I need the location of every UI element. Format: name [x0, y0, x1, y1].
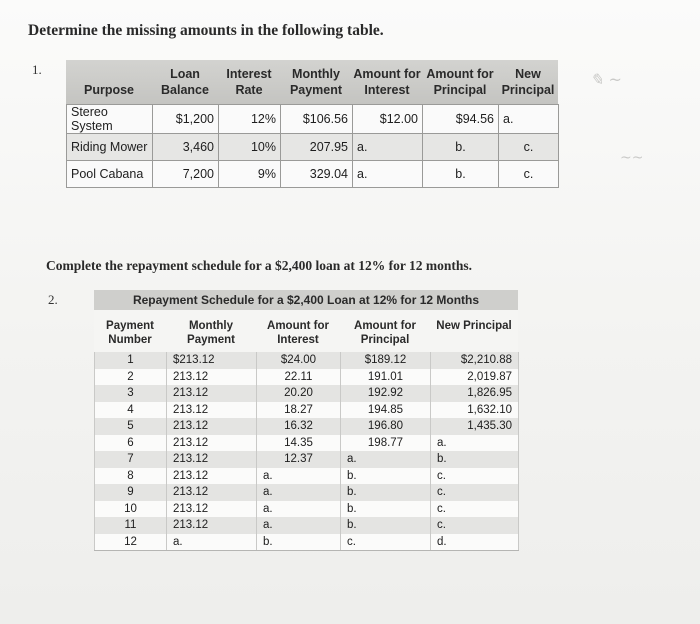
cell-payment-number: 9 [95, 484, 167, 501]
cell-amount-principal: 192.92 [341, 385, 431, 402]
header-payment-number: Payment Number [106, 320, 154, 346]
header-monthly-payment: Monthly Payment [187, 320, 235, 346]
cell-monthly-payment: 213.12 [167, 418, 257, 435]
cell-monthly-payment: $106.56 [281, 105, 353, 134]
cell-new-principal: 1,435.30 [431, 418, 519, 435]
table1 [66, 104, 559, 188]
cell-amount-interest: a. [257, 501, 341, 518]
question-number-2: 2. [48, 292, 58, 307]
cell-new-principal: $2,210.88 [431, 352, 519, 369]
cell-amount-principal: 198.77 [341, 435, 431, 452]
cell-amount-principal: b. [423, 134, 499, 161]
cell-monthly-payment: 213.12 [167, 517, 257, 534]
cell-payment-number: 1 [95, 352, 167, 369]
cell-loan-balance: $1,200 [153, 105, 219, 134]
cell-new-principal: d. [431, 534, 519, 551]
header-monthly-payment: Monthly Payment [289, 67, 343, 97]
table-row [95, 517, 519, 534]
cell-amount-principal: 194.85 [341, 402, 431, 419]
cell-interest-rate: 9% [219, 161, 281, 188]
header-purpose: Purpose [83, 83, 134, 97]
cell-monthly-payment: a. [167, 534, 257, 551]
cell-new-principal: c. [431, 501, 519, 518]
cell-amount-interest: a. [257, 468, 341, 485]
table1-header [66, 60, 558, 104]
cell-payment-number: 3 [95, 385, 167, 402]
cell-new-principal: b. [431, 451, 519, 468]
cell-amount-interest: $12.00 [353, 105, 423, 134]
table-row [67, 105, 559, 134]
cell-new-principal: c. [431, 484, 519, 501]
table-row [67, 134, 559, 161]
margin-scribble: ✎ ~ [590, 70, 622, 89]
table2-header [94, 310, 518, 352]
table-row [95, 418, 519, 435]
cell-amount-interest: $24.00 [257, 352, 341, 369]
header-new-principal: New Principal [501, 67, 555, 97]
cell-amount-principal: b. [341, 501, 431, 518]
question-number-1: 1. [32, 62, 42, 77]
cell-loan-balance: 7,200 [153, 161, 219, 188]
cell-payment-number: 6 [95, 435, 167, 452]
cell-payment-number: 2 [95, 369, 167, 386]
cell-amount-principal: 191.01 [341, 369, 431, 386]
margin-scribble: ~~ [620, 150, 644, 166]
header-amount-interest: Amount for Interest [353, 67, 421, 97]
cell-amount-interest: 16.32 [257, 418, 341, 435]
cell-amount-principal: a. [341, 451, 431, 468]
cell-monthly-payment: 213.12 [167, 435, 257, 452]
table2 [94, 352, 519, 551]
cell-payment-number: 5 [95, 418, 167, 435]
cell-amount-interest: a. [353, 134, 423, 161]
table-row [95, 352, 519, 369]
cell-interest-rate: 10% [219, 134, 281, 161]
cell-amount-principal: b. [423, 161, 499, 188]
cell-payment-number: 8 [95, 468, 167, 485]
cell-purpose: Pool Cabana [67, 161, 153, 188]
cell-amount-principal: $94.56 [423, 105, 499, 134]
cell-purpose: Riding Mower [67, 134, 153, 161]
table-row [95, 501, 519, 518]
cell-monthly-payment: 213.12 [167, 385, 257, 402]
cell-new-principal: c. [431, 517, 519, 534]
instruction-text: Complete the repayment schedule for a $2,400 loan at 12% for 12 months. [46, 258, 472, 273]
cell-new-principal: 1,826.95 [431, 385, 519, 402]
cell-amount-interest: 22.11 [257, 369, 341, 386]
cell-payment-number: 11 [95, 517, 167, 534]
cell-payment-number: 7 [95, 451, 167, 468]
cell-monthly-payment: 213.12 [167, 484, 257, 501]
header-amount-principal: Amount for Principal [354, 320, 416, 346]
cell-monthly-payment: 213.12 [167, 501, 257, 518]
header-interest-rate: Interest Rate [226, 67, 272, 97]
cell-purpose: Stereo System [67, 105, 153, 134]
cell-amount-principal: b. [341, 484, 431, 501]
table-row [95, 369, 519, 386]
cell-monthly-payment: $213.12 [167, 352, 257, 369]
cell-new-principal: c. [499, 134, 559, 161]
cell-new-principal: c. [431, 468, 519, 485]
cell-amount-interest: b. [257, 534, 341, 551]
cell-new-principal: a. [431, 435, 519, 452]
cell-amount-interest: a. [353, 161, 423, 188]
cell-interest-rate: 12% [219, 105, 281, 134]
cell-amount-interest: 20.20 [257, 385, 341, 402]
page-heading: Determine the missing amounts in the following table. [28, 22, 384, 39]
cell-monthly-payment: 207.95 [281, 134, 353, 161]
cell-amount-interest: a. [257, 484, 341, 501]
table-row [95, 402, 519, 419]
cell-amount-principal: 196.80 [341, 418, 431, 435]
table-row [95, 385, 519, 402]
cell-monthly-payment: 329.04 [281, 161, 353, 188]
cell-payment-number: 4 [95, 402, 167, 419]
table2-title: Repayment Schedule for a $2,400 Loan at 12% for 12 Months [94, 290, 518, 310]
cell-amount-principal: b. [341, 517, 431, 534]
header-loan-balance: Loan Balance [161, 67, 209, 97]
cell-payment-number: 10 [95, 501, 167, 518]
table-row [95, 451, 519, 468]
table-row [95, 435, 519, 452]
header-new-principal: New Principal [436, 320, 512, 332]
cell-loan-balance: 3,460 [153, 134, 219, 161]
cell-amount-interest: 14.35 [257, 435, 341, 452]
cell-amount-interest: a. [257, 517, 341, 534]
cell-amount-principal: c. [341, 534, 431, 551]
table-row [95, 484, 519, 501]
cell-monthly-payment: 213.12 [167, 468, 257, 485]
cell-amount-principal: b. [341, 468, 431, 485]
cell-payment-number: 12 [95, 534, 167, 551]
header-amount-principal: Amount for Principal [426, 67, 494, 97]
cell-monthly-payment: 213.12 [167, 451, 257, 468]
cell-monthly-payment: 213.12 [167, 402, 257, 419]
cell-amount-principal: $189.12 [341, 352, 431, 369]
cell-new-principal: 2,019.87 [431, 369, 519, 386]
cell-new-principal: c. [499, 161, 559, 188]
cell-monthly-payment: 213.12 [167, 369, 257, 386]
table-row [95, 468, 519, 485]
header-amount-interest: Amount for Interest [267, 320, 329, 346]
table-row [67, 161, 559, 188]
cell-amount-interest: 18.27 [257, 402, 341, 419]
table-row [95, 534, 519, 551]
cell-new-principal: a. [499, 105, 559, 134]
cell-amount-interest: 12.37 [257, 451, 341, 468]
cell-new-principal: 1,632.10 [431, 402, 519, 419]
